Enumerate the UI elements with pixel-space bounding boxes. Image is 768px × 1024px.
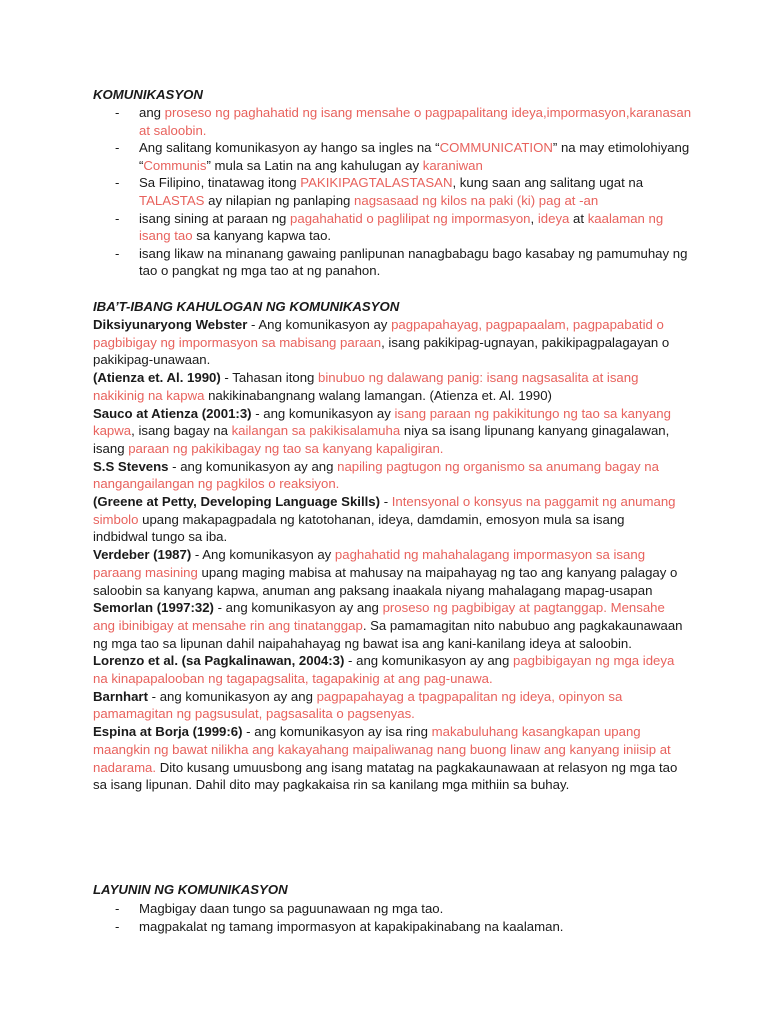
highlighted-text: Intensyonal o konsyus na paggamit ng anumang simbolo — [93, 494, 676, 527]
highlighted-text: napiling pagtugon ng organismo sa anumang bagay na nangangailangan ng pagkilos o reaksiyon. — [93, 458, 659, 492]
dash-bullet: - — [115, 105, 120, 120]
list-item-text — [139, 246, 687, 279]
dash-bullet: - — [115, 245, 120, 261]
definition-entry — [93, 652, 683, 687]
text-run: - Ang komunikasyon ay — [191, 547, 335, 563]
text-run: - — [380, 494, 392, 510]
highlighted-text: makabuluhang kasangkapan upang maangkin ng bawat nilikha ang kakayahang maipaliwanag nang buong linaw ang kanyang iniisip at nadarama. — [93, 724, 671, 775]
highlighted-text: pagpapahayag, pagpapaalam, pagpapabatid o pagbibigay ng impormasyon sa mabisang paraan — [93, 317, 664, 350]
list-item — [93, 174, 693, 209]
source-label: Verdeber (1987) — [93, 547, 192, 563]
definition-entry — [93, 723, 683, 794]
definition-entry — [93, 688, 683, 723]
list-item — [93, 245, 693, 280]
highlighted-text: paghahatid ng mahahalagang impormasyon sa isang paraang masining — [93, 547, 646, 580]
definitions-block — [93, 316, 683, 794]
text-run: - ang komunikasyon ay ang — [213, 600, 383, 616]
text-run: - ang komunikasyon ay ang — [147, 688, 317, 704]
highlighted-text: Communis — [143, 157, 207, 173]
list-item-text — [139, 901, 443, 916]
source-label: Espina at Borja (1999:6) — [93, 724, 243, 740]
highlighted-text: paraan ng pakikibagay ng tao sa kanyang kapaligiran. — [128, 440, 444, 456]
list-item-text — [139, 919, 563, 934]
text-run: Ang salitang komunikasyon ay hango sa ingles na “ — [139, 140, 440, 156]
list-item — [93, 104, 693, 139]
highlighted-text: proseso ng paghahatid ng isang mensahe o pagpapalitang ideya,impormasyon,karanasan at saloobin. — [139, 105, 692, 138]
text-run: upang maging mabisa at mahusay na maipahayag ng tao ang kanyang palagay o saloobin sa kanyang kapwa, anuman ang paksang inaakala niyang mahalagang mapag-usapan — [93, 564, 678, 598]
highlighted-text: COMMUNICATION — [439, 140, 553, 156]
highlighted-text: ideya — [537, 210, 570, 226]
definition-entry — [93, 493, 683, 546]
highlighted-text: isang paraan ng pakikitungo ng tao sa kanyang kapwa — [93, 405, 671, 439]
text-run: upang makapagpadala ng katotohanan, ideya, damdamin, emosyon mula sa isang indbidwal tungo sa iba. — [93, 511, 625, 545]
dash-bullet: - — [115, 210, 120, 226]
highlighted-text: pagpapahayag a tpagpapalitan ng ideya, opinyon sa pamamagitan ng pagsusulat, pagsasalita o pagsenyas. — [93, 688, 623, 722]
list-item-text — [139, 175, 643, 208]
source-label: Diksiyunaryong Webster — [93, 317, 248, 332]
text-run: Dito kusang umuusbong ang isang matatag na pagkakaunawaan at relasyon ng mga tao sa isang lipunan. Dahil dito may pagkakaisa rin sa kanilang mga mithiin sa buhay. — [93, 759, 678, 793]
text-run: niya sa isang lipunang kanyang ginagalawan, isang — [93, 423, 670, 456]
source-label: (Greene at Petty, Developing Language Skills) — [93, 494, 381, 510]
definition-entry — [93, 458, 683, 493]
text-run: - ang komunikasyon ay isa ring — [242, 724, 432, 740]
highlighted-text: kailangan sa pakikisalamuha — [231, 423, 401, 439]
text-run: - ang komunikasyon ay ang — [168, 458, 338, 474]
highlighted-text: nagsasaad ng kilos na paki (ki) pag at -an — [354, 192, 599, 208]
definition-entry — [93, 599, 683, 652]
layunin-list — [93, 900, 693, 935]
text-run: , — [530, 210, 538, 226]
text-run: , kung saan ang salitang ugat na — [452, 175, 644, 191]
text-run: ang — [139, 105, 165, 120]
definition-entry — [93, 405, 683, 458]
list-item — [93, 900, 693, 918]
text-run: sa kanyang kapwa tao. — [192, 228, 332, 244]
komunikasyon-list — [93, 104, 693, 280]
dash-bullet: - — [115, 918, 120, 934]
text-run: ” na may etimolohiyang “ — [139, 140, 690, 173]
highlighted-text: proseso ng pagbibigay at pagtanggap. Mensahe ang ibinibigay at mensahe rin ang tinatanggap — [93, 600, 665, 633]
text-run: at — [569, 210, 588, 226]
source-label: Barnhart — [93, 688, 148, 704]
section-heading-kahulugan: IBA’T-IBANG KAHULOGAN NG KOMUNIKASYON — [93, 299, 400, 314]
text-run: - Tahasan itong — [220, 370, 319, 386]
text-run: - Ang komunikasyon ay — [247, 317, 392, 332]
text-run: - ang komunikasyon ay ang — [344, 653, 513, 669]
highlighted-text: kaalaman ng isang tao — [139, 210, 664, 244]
source-label: Sauco at Atienza (2001:3) — [93, 405, 252, 421]
highlighted-text: karaniwan — [422, 157, 483, 173]
text-run: . Sa pamamagitan nito nabubuo ang pagkakaunawaan ng mga tao sa lipunan dahil naipahahayag ng bawat isa ang kani-kanilang ideya at saloobin. — [93, 617, 683, 651]
text-run: isang sining at paraan ng — [139, 210, 291, 226]
source-label: S.S Stevens — [93, 458, 169, 474]
definition-entry — [93, 546, 683, 599]
dash-bullet: - — [115, 901, 120, 916]
definition-entry — [93, 316, 683, 369]
source-label: Semorlan (1997:32) — [93, 600, 214, 616]
source-label: (Atienza et. Al. 1990) — [93, 370, 221, 386]
list-item-text — [139, 211, 663, 244]
highlighted-text: binubuo ng dalawang panig: isang nagsasalita at isang nakikinig na kapwa — [93, 370, 639, 403]
source-label: Lorenzo et al. (sa Pagkalinawan, 2004:3) — [93, 653, 345, 669]
text-run: Magbigay daan tungo sa paguunawaan ng mga tao. — [139, 901, 444, 916]
section-heading-layunin: LAYUNIN NG KOMUNIKASYON — [93, 882, 288, 897]
text-run: Sa Filipino, tinatawag itong — [139, 175, 301, 191]
text-run: , isang bagay na — [131, 423, 232, 439]
definition-entry — [93, 369, 683, 404]
highlighted-text: pagahahatid o paglilipat ng impormasyon — [290, 210, 531, 226]
text-run: nakikinabangnang walang lamangan. (Atienza et. Al. 1990) — [204, 387, 552, 403]
text-run: - ang komunikasyon ay — [251, 405, 395, 421]
text-run: ” mula sa Latin na ang kahulugan ay — [206, 157, 423, 173]
dash-bullet: - — [115, 140, 120, 156]
text-run: ay nilapian ng panlaping — [204, 192, 355, 208]
list-item — [93, 210, 693, 245]
section-heading-komunikasyon: KOMUNIKASYON — [93, 87, 203, 102]
text-run: , isang pakikipag-ugnayan, pakikipagpalagayan o pakikipag-unawaan. — [93, 334, 670, 368]
highlighted-text: PAKIKIPAGTALASTASAN — [300, 175, 453, 191]
list-item-text — [139, 140, 689, 173]
list-item-text — [139, 105, 691, 138]
list-item — [93, 918, 693, 936]
highlighted-text: pagbibigayan ng mga ideya na kinapapalooban ng tagapagsalita, tagapakinig at ang pag-unawa. — [93, 653, 675, 687]
highlighted-text: TALASTAS — [139, 192, 205, 208]
list-item — [93, 139, 693, 174]
dash-bullet: - — [115, 175, 120, 191]
text-run: isang likaw na minanang gawaing panlipunan nanagbabagu bago kasabay ng pamumuhay ng tao o pangkat ng mga tao at ng panahon. — [139, 245, 688, 279]
text-run: magpakalat ng tamang impormasyon at kapakipakinabang na kaalaman. — [139, 918, 564, 934]
